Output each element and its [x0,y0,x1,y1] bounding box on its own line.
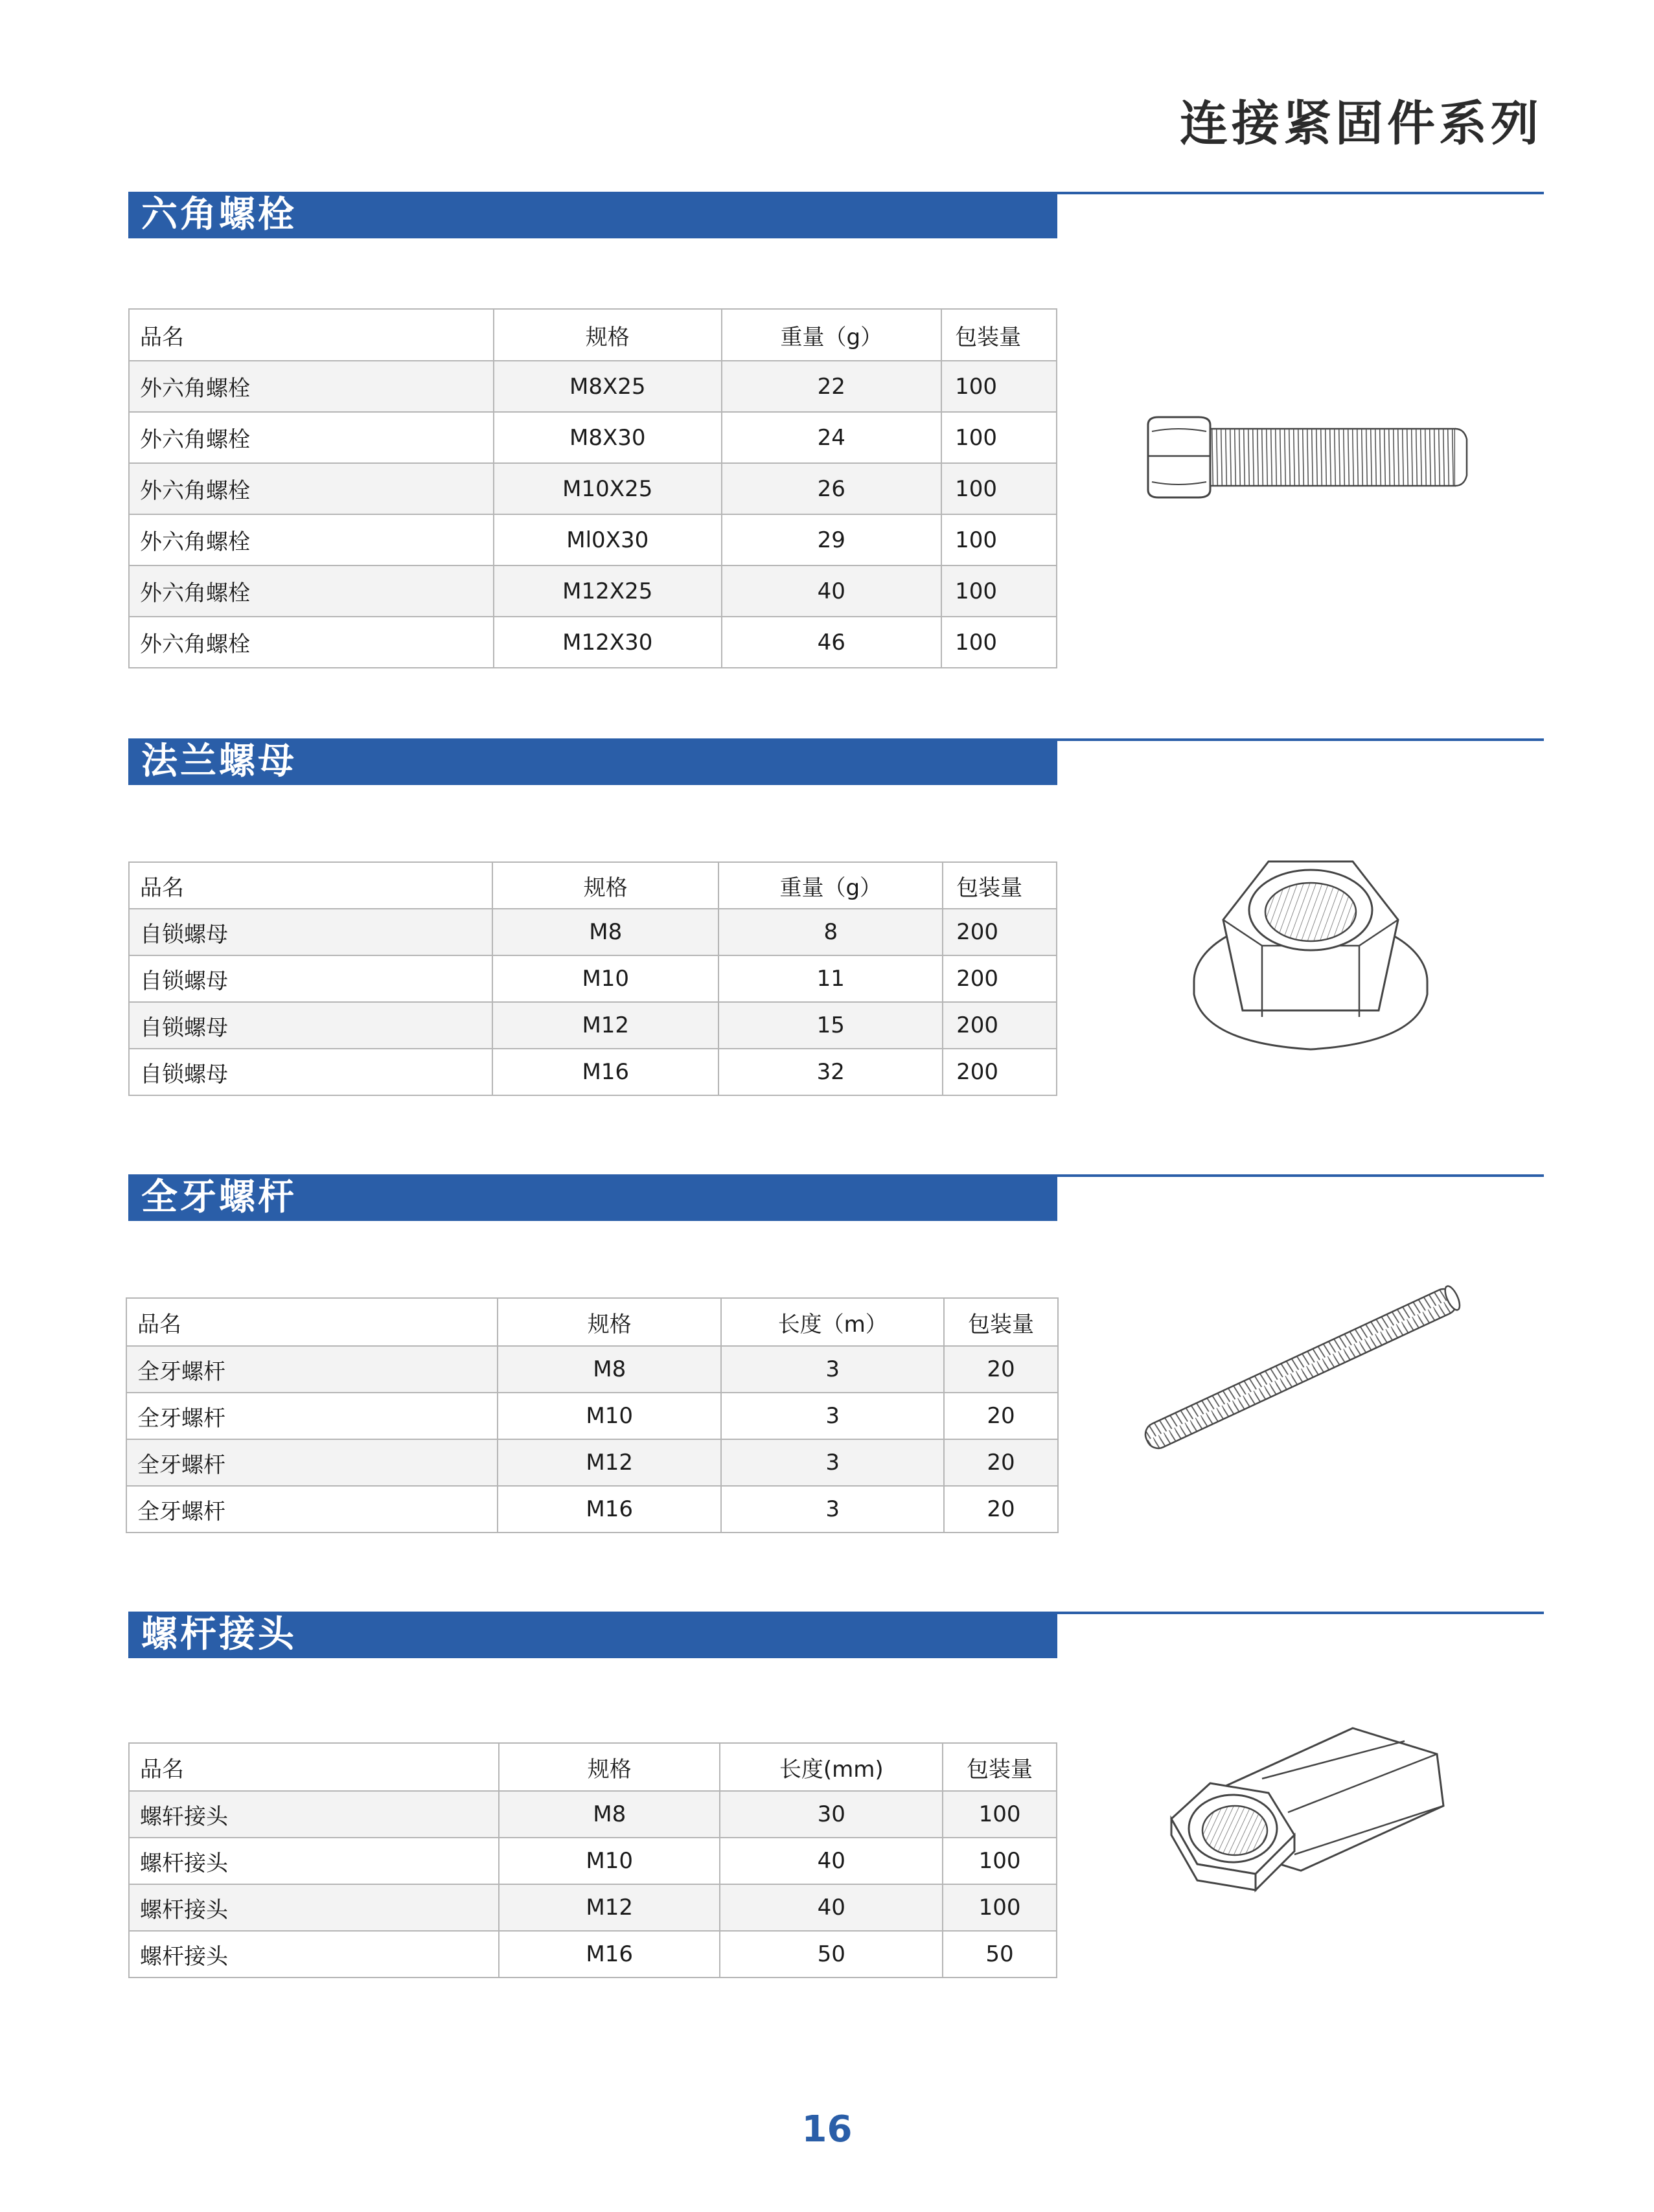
table-row [126,1393,1058,1439]
table-row [129,1931,1057,1978]
cell-pack: 100 [941,463,1057,514]
section-title: 全牙螺杆 [128,1174,1057,1221]
cell-length: 3 [721,1486,944,1533]
cell-name: 自锁螺母 [129,909,492,955]
cell-name: 外六角螺栓 [129,412,494,463]
section-title: 法兰螺母 [128,738,1057,785]
section-title: 螺杆接头 [128,1612,1057,1658]
cell-spec: M12 [498,1439,721,1486]
cell-pack: 200 [943,955,1057,1002]
cell-name: 全牙螺杆 [126,1486,498,1533]
cell-pack: 20 [944,1439,1058,1486]
table-row [129,463,1057,514]
cell-pack: 100 [941,565,1057,617]
cell-name: 外六角螺栓 [129,361,494,412]
table-row [126,1439,1058,1486]
cell-pack: 100 [943,1791,1057,1838]
cell-name: 自锁螺母 [129,1049,492,1095]
hex-bolt-icon [1139,405,1476,509]
table-row [129,909,1057,955]
cell-name: 全牙螺杆 [126,1393,498,1439]
table-row [129,617,1057,668]
col-header-name: 品名 [126,1298,498,1346]
cell-pack: 100 [943,1838,1057,1884]
cell-pack: 100 [941,617,1057,668]
col-header-spec: 规格 [492,862,718,909]
cell-length: 50 [720,1931,943,1978]
cell-name: 外六角螺栓 [129,617,494,668]
table-header-row [129,309,1057,361]
table-row [126,1486,1058,1533]
cell-length: 40 [720,1884,943,1931]
coupling-nut-icon [1158,1722,1456,1929]
col-header-length: 长度(mm) [720,1743,943,1791]
table-row [129,1049,1057,1095]
cell-pack: 20 [944,1393,1058,1439]
col-header-name: 品名 [129,309,494,361]
cell-name: 外六角螺栓 [129,565,494,617]
cell-weight: 29 [722,514,942,565]
col-header-name: 品名 [129,1743,499,1791]
table-row [129,514,1057,565]
cell-spec: M12 [492,1002,718,1049]
cell-weight: 46 [722,617,942,668]
page-header-title: 连接紧固件系列 [1180,96,1543,152]
cell-name: 螺轩接头 [129,1791,499,1838]
cell-spec: M12 [499,1884,720,1931]
table-row [129,955,1057,1002]
cell-spec: M16 [498,1486,721,1533]
cell-spec: M10 [492,955,718,1002]
spec-table [128,861,1057,1096]
cell-length: 40 [720,1838,943,1884]
table-header-row [126,1298,1058,1346]
col-header-spec: 规格 [498,1298,721,1346]
cell-spec: M12X25 [494,565,722,617]
cell-weight: 32 [718,1049,943,1095]
cell-pack: 100 [941,412,1057,463]
cell-spec: Ml0X30 [494,514,722,565]
cell-spec: M10 [498,1393,721,1439]
cell-pack: 20 [944,1486,1058,1533]
cell-pack: 200 [943,1049,1057,1095]
cell-weight: 15 [718,1002,943,1049]
cell-spec: M16 [492,1049,718,1095]
cell-pack: 100 [941,361,1057,412]
flange-nut-icon [1184,836,1437,1056]
spec-table [128,1742,1057,1978]
page-number: 16 [801,2108,853,2150]
cell-spec: M12X30 [494,617,722,668]
cell-weight: 40 [722,565,942,617]
spec-table [128,308,1057,668]
cell-spec: M8X25 [494,361,722,412]
cell-name: 外六角螺栓 [129,463,494,514]
cell-name: 全牙螺杆 [126,1346,498,1393]
threaded-rod-icon [1126,1284,1489,1453]
table-row [129,565,1057,617]
cell-weight: 8 [718,909,943,955]
cell-pack: 200 [943,1002,1057,1049]
table-header-row [129,1743,1057,1791]
cell-spec: M16 [499,1931,720,1978]
cell-spec: M10 [499,1838,720,1884]
col-header-pack: 包装量 [943,1743,1057,1791]
col-header-name: 品名 [129,862,492,909]
col-header-spec: 规格 [494,309,722,361]
cell-weight: 11 [718,955,943,1002]
table-row [129,1002,1057,1049]
table-row [126,1346,1058,1393]
cell-name: 螺杆接头 [129,1931,499,1978]
cell-name: 自锁螺母 [129,955,492,1002]
cell-pack: 100 [943,1884,1057,1931]
table-row [129,361,1057,412]
section-title: 六角螺栓 [128,192,1057,238]
cell-weight: 24 [722,412,942,463]
table-header-row [129,862,1057,909]
cell-spec: M8 [498,1346,721,1393]
table-row [129,1884,1057,1931]
cell-spec: M8X30 [494,412,722,463]
cell-pack: 200 [943,909,1057,955]
spec-table [126,1297,1059,1533]
cell-name: 外六角螺栓 [129,514,494,565]
col-header-weight: 重量（g） [718,862,943,909]
cell-pack: 20 [944,1346,1058,1393]
cell-spec: M10X25 [494,463,722,514]
cell-weight: 22 [722,361,942,412]
cell-pack: 50 [943,1931,1057,1978]
cell-name: 全牙螺杆 [126,1439,498,1486]
col-header-weight: 重量（g） [722,309,942,361]
cell-weight: 26 [722,463,942,514]
cell-length: 30 [720,1791,943,1838]
col-header-length: 长度（m） [721,1298,944,1346]
cell-name: 螺杆接头 [129,1884,499,1931]
cell-length: 3 [721,1346,944,1393]
table-row [129,1791,1057,1838]
table-row [129,1838,1057,1884]
col-header-pack: 包装量 [941,309,1057,361]
col-header-pack: 包装量 [943,862,1057,909]
cell-length: 3 [721,1439,944,1486]
cell-name: 自锁螺母 [129,1002,492,1049]
cell-length: 3 [721,1393,944,1439]
table-row [129,412,1057,463]
cell-name: 螺杆接头 [129,1838,499,1884]
cell-pack: 100 [941,514,1057,565]
cell-spec: M8 [492,909,718,955]
col-header-spec: 规格 [499,1743,720,1791]
col-header-pack: 包装量 [944,1298,1058,1346]
cell-spec: M8 [499,1791,720,1838]
